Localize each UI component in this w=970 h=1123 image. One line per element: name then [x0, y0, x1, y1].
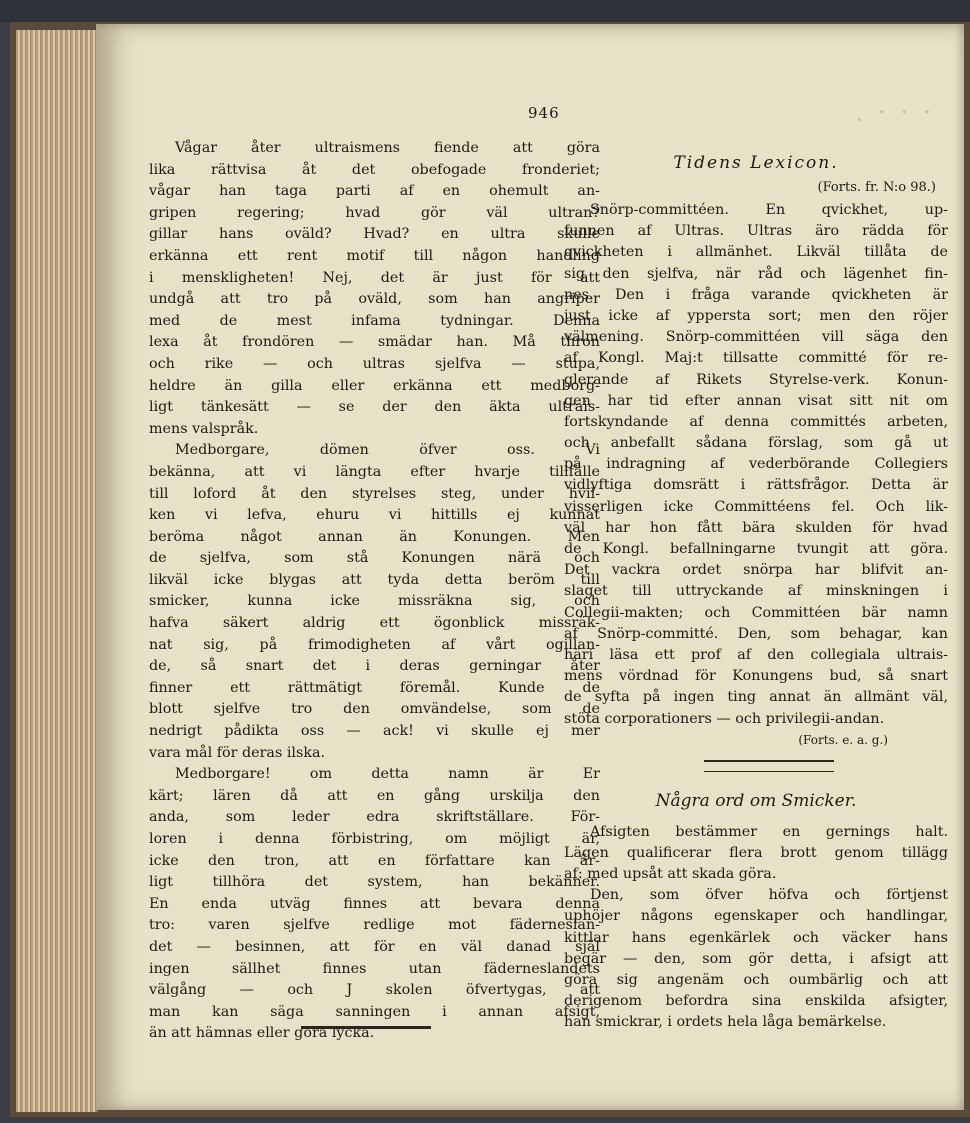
text-line: de Kongl. befallningarne tvungit att göra. — [564, 541, 948, 557]
text-line: finner ett rättmätigt föremål. Kunde de — [149, 679, 600, 696]
column-heading: Tidens Lexicon. — [673, 153, 839, 173]
text-line: qvickheten i allmänhet. Likväl tillåta de — [564, 244, 948, 261]
text-line: gillar hans oväld? Hvad? en ultra skulle — [149, 226, 600, 243]
text-line: vara mål för deras ilska. — [149, 744, 326, 761]
text-line: sig den sjelfva, när råd och lägenhet fin- — [564, 265, 948, 282]
text-line: undgå att tro på oväld, som han angriper — [149, 291, 600, 308]
book-page-edges — [16, 30, 98, 1112]
text-line: nes. Den i fråga varande qvickheten är — [564, 286, 948, 303]
text-line: till loford åt den styrelses steg, under hvil- — [149, 485, 600, 502]
text-line: och rike — och ultras sjelfva — stupa, — [149, 355, 600, 372]
text-line: Den, som öfver höfva och förtjenst — [590, 887, 948, 904]
text-line: af Snörp-committé. Den, som behagar, kan — [564, 625, 948, 642]
continuation-note: (Forts. fr. N:o 98.) — [817, 180, 936, 195]
text-line: Afsigten bestämmer en gernings halt. — [590, 823, 948, 840]
text-line: och anbefallt sådana förslag, som gå ut — [564, 435, 948, 452]
text-line: gen har tid efter annan visat sitt nit om — [564, 392, 948, 409]
text-line: beröma något annan än Konungen. Men — [149, 528, 600, 545]
text-line: anda, som leder edra skriftställare. För- — [149, 809, 600, 826]
text-line: blott sjelfve tro den omvändelse, som de — [149, 701, 600, 718]
text-line: än att hämnas eller göra lycka. — [149, 1025, 375, 1042]
end-rule — [301, 1026, 431, 1029]
text-line: icke den tron, att en författare kan är- — [149, 852, 600, 869]
text-line: funnen af Ultras. Ultras äro rädda för — [564, 223, 948, 240]
text-line: lexa åt frondören — smädar han. Må thron — [149, 334, 600, 351]
text-line: på indragning af vederbörande Collegiers — [564, 456, 948, 473]
text-line: Collegii-makten; och Committéen bär namn — [564, 604, 948, 621]
article-subheading: Några ord om Smicker. — [655, 790, 857, 811]
text-line: lika rättvisa åt det obefogade fronderiet; — [149, 161, 600, 178]
text-line: i menskligheten! Nej, det är just för att — [149, 269, 600, 286]
text-line: uphöjer någons egenskaper och handlingar, — [564, 908, 948, 925]
text-line: Snörp-committéen. En qvickhet, up- — [590, 202, 948, 218]
text-line: Det vackra ordet snörpa har blifvit an- — [564, 562, 948, 579]
text-line: glerande af Rikets Styrelse-verk. Konun- — [564, 371, 948, 388]
left-column — [149, 138, 600, 1045]
lexicon-entry — [564, 200, 948, 730]
text-line: väl har hon fått bära skulden för hvad — [564, 519, 948, 536]
text-line: stöta corporationers — och privilegii-andan. — [564, 710, 885, 727]
text-line: ingen sällhet finnes utan fäderneslandets — [149, 960, 600, 977]
text-line: man kan säga sanningen i annan afsigt, — [149, 1003, 600, 1020]
text-line: Lägen qualificerar flera brott genom tillägg — [564, 844, 948, 861]
text-line: just icke af yppersta sort; men den röjer — [564, 307, 948, 324]
text-line: erkänna ett rent motif till någon handling — [149, 247, 600, 264]
text-line: gripen regering; hvad gör väl ultran? — [149, 204, 600, 221]
text-line: ken vi lefva, ehuru vi hittills ej kunnat — [149, 507, 600, 524]
text-line: Vågar åter ultraismens fiende att göra — [175, 140, 600, 156]
text-line: loren i denna förbistring, om möjligt är, — [149, 831, 600, 847]
text-line: mens valspråk. — [149, 420, 259, 437]
bleed-through-text: . · · · — [855, 98, 934, 128]
text-line: visserligen icke Committéens fel. Och lik- — [564, 498, 948, 515]
text-line: smicker, kunna icke missräkna sig, och — [149, 593, 600, 610]
text-line: ligt tillhöra det system, han bekänner. — [149, 874, 600, 891]
text-line: slaget till uttryckande af minskningen i — [564, 583, 948, 600]
smicker-article — [564, 822, 948, 1034]
text-line: hafva säkert aldrig ett ögonblick missräk- — [149, 615, 600, 632]
text-line: derigenom befordra sina enskilda afsigter, — [564, 993, 948, 1010]
text-line: nat sig, på frimodigheten af vårt ogillan- — [149, 636, 600, 653]
section-divider — [704, 760, 834, 772]
right-column — [564, 150, 948, 1034]
page-number: 946 — [528, 104, 560, 122]
to-be-continued-note: (Forts. e. a. g.) — [798, 732, 888, 747]
text-line: ligt tänkesätt — se der den äkta ultrais- — [149, 399, 600, 416]
text-line: begär — den, som gör detta, i afsigt att — [564, 950, 948, 967]
text-line: likväl icke blygas att tyda detta beröm till — [149, 571, 600, 588]
text-line: af Kongl. Maj:t tillsatte committé för re- — [564, 350, 948, 367]
text-line: bekänna, att vi längta efter hvarje tillfälle — [149, 463, 600, 480]
text-line: de syfta på ingen ting annat än allmänt väl, — [564, 689, 948, 706]
text-line: de sjelfva, som stå Konungen närä och — [149, 550, 600, 567]
text-line: göra sig angenäm och oumbärlig och att — [564, 972, 948, 988]
text-line: heldre än gilla eller erkänna ett medborg- — [149, 377, 600, 394]
text-line: fortskyndande af denna committés arbeten, — [564, 413, 948, 430]
book-page — [96, 24, 964, 1110]
text-line: tro: varen sjelfve redlige mot fäderneslan- — [149, 917, 600, 934]
text-line: af: med upsåt att skada göra. — [564, 866, 777, 883]
text-line: En enda utväg finnes att bevara denna — [149, 895, 600, 912]
text-line: nedrigt pådikta oss — ack! vi skulle ej mer — [149, 723, 600, 740]
text-line: kittlar hans egenkärlek och väcker hans — [564, 929, 948, 946]
text-line: vidlyftiga domsrätt i rättsfrågor. Detta är — [564, 477, 948, 494]
window-top-band — [0, 0, 970, 22]
text-line: det — besinnen, att för en väl danad själ — [149, 938, 600, 955]
text-line: vågar han taga parti af en ohemult an- — [149, 183, 600, 200]
text-line: med de mest infama tydningar. Denna — [149, 312, 600, 329]
text-line: Medborgare! om detta namn är Er — [175, 766, 600, 783]
text-line: kärt; lären då att en gång urskilja den — [149, 787, 600, 804]
text-line: han smickrar, i ordets hela låga bemärkelse. — [564, 1014, 887, 1031]
text-line: välmening. Snörp-committéen vill säga den — [564, 329, 948, 346]
text-line: mens vördnad för Konungens bud, så snart — [564, 668, 948, 685]
text-line: välgång — och J skolen öfvertygas, att — [149, 982, 600, 999]
text-line: Medborgare, dömen öfver oss. Vi — [175, 442, 600, 459]
text-line: de, så snart det i deras gerningar åter — [149, 658, 600, 675]
text-line: häri läsa ett prof af den collegiala ultrais- — [564, 646, 948, 663]
